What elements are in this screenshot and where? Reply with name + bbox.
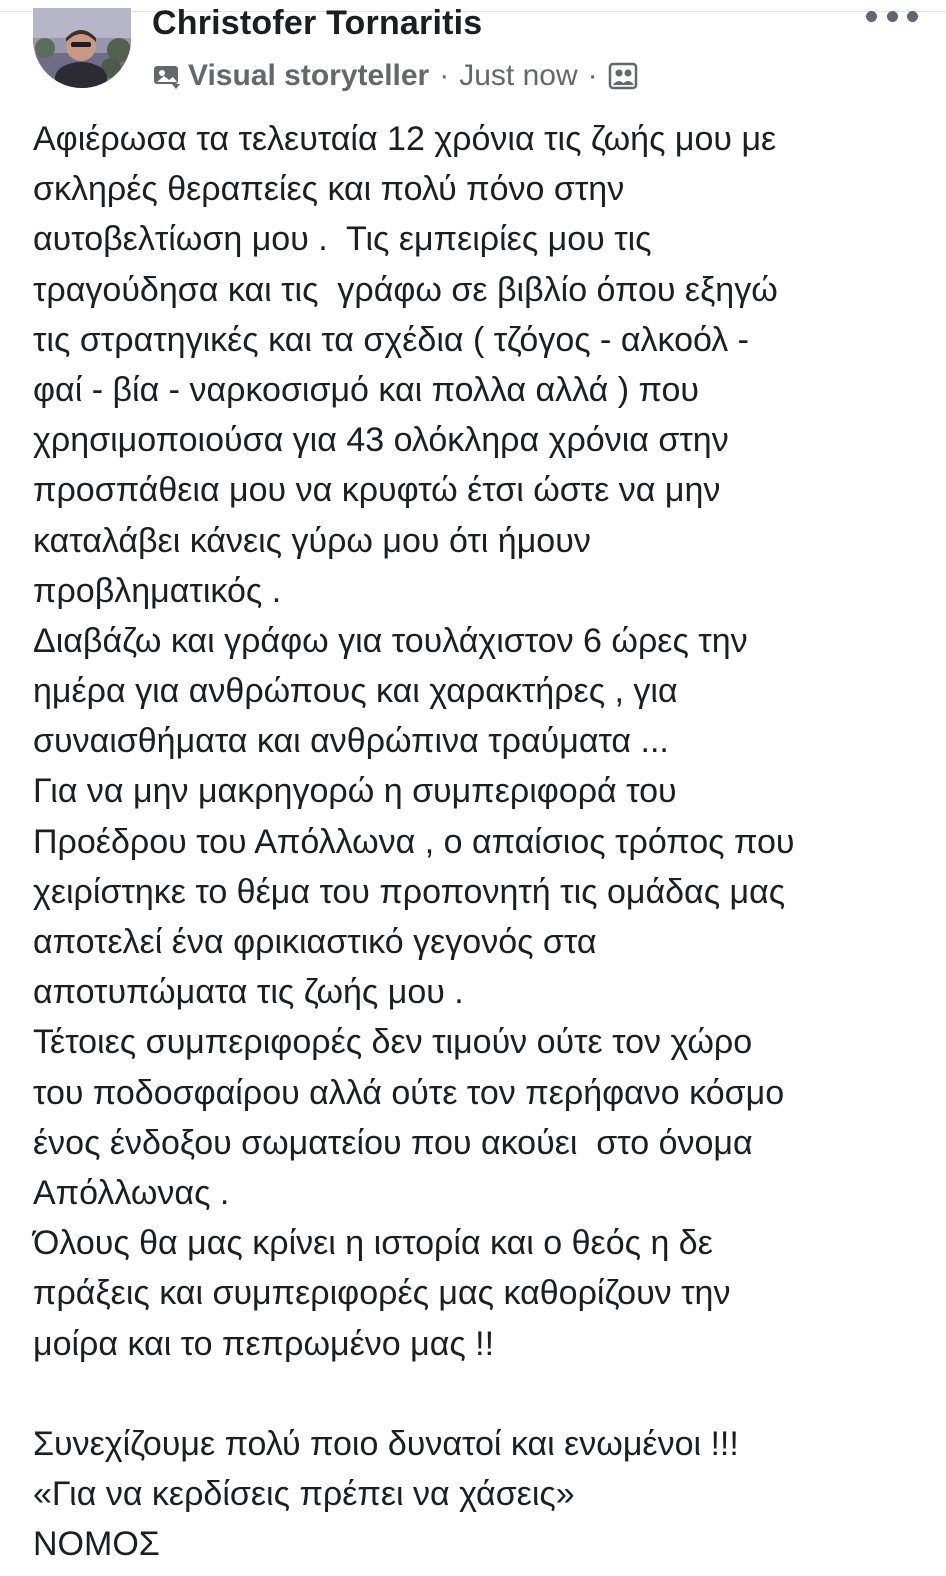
post-text-line: αποτελεί ένα φρικιαστικό γεγονός στα [33,923,597,961]
meta-separator: · [439,59,450,92]
post-text-line: συναισθήματα και ανθρώπινα τραύματα ... [33,722,669,761]
more-options-icon[interactable] [866,6,918,26]
post-text-line: Αφιέρωσα τα τελευταία 12 χρόνια τις ζωής μου με [33,120,777,158]
post-meta [152,56,638,96]
post-text-line: του ποδοσφαίρου αλλά ούτε τον περήφανο κόσμο [33,1073,785,1112]
post-text-line: αυτοβελτίωση μου . Τις εμπειρίες μου τις [33,220,652,259]
post-text-line: καταλάβει κάνεις γύρω μου ότι ήμουν [33,521,591,560]
more-dot [866,11,877,22]
post-text-line: προσπάθεια μου να κρυφτώ έτσι ώστε να μην [33,471,721,510]
more-dot [887,11,898,22]
post-text-line [33,1369,933,1419]
post-text-line: Απόλλωνας . [33,1173,230,1212]
post-text-line: ΝΟΜΟΣ [33,1525,160,1564]
author-avatar[interactable] [33,8,131,88]
post-text-line: χειρίστηκε το θέμα του προπονητή τις ομάδας μας [33,872,786,911]
post-text-line: αποτυπώματα τις ζωής μου . [33,973,464,1012]
post-text-line: τραγούδησα και τις γράφω σε βιβλίο όπου εξηγώ [33,270,778,309]
post-text-line: ένος ένδοξου σωματείου που ακούει στο όνομα [33,1123,753,1162]
more-dot [907,11,918,22]
author-name[interactable]: Christofer Tornaritis [152,4,483,42]
post-text [33,114,933,1569]
post-text-line: σκληρές θεραπείες και πολύ πόνο στην [33,170,625,209]
post-text-line: πράξεις και συμπεριφορές μας καθορίζουν την [33,1274,731,1313]
post-text-line: Όλους θα μας κρίνει η ιστορία και ο θεός η δε [33,1224,713,1263]
post-text-line: χρησιμοποιούσα για 43 ολόκληρα χρόνια στην [33,421,729,460]
post-text-line: Για να μην μακρηγορώ η συμπεριφορά του [33,772,677,811]
post-text-line: μοίρα και το πεπρωμένο μας !! [33,1324,495,1363]
friends-audience-icon[interactable] [608,61,638,91]
post-timestamp[interactable]: Just now [459,59,578,92]
post-text-line: Τέτοιες συμπεριφορές δεν τιμούν ούτε τον χώρο [33,1023,753,1062]
visual-storyteller-badge-icon [152,62,184,90]
profile-photo-icon [33,8,131,88]
post-text-line: ημέρα για ανθρώπους και χαρακτήρες , για [33,672,678,711]
author-badge[interactable]: Visual storyteller [188,59,430,92]
post-text-line: προβληματικός . [33,571,282,610]
post-text-line: Προέδρου του Απόλλωνα , ο απαίσιος τρόπος που [33,822,795,861]
meta-separator: · [587,59,598,92]
post-text-line: Διαβάζω και γράφω για τουλάχιστον 6 ώρες την [33,621,748,660]
post-text-line: τις στρατηγικές και τα σχέδια ( τζόγος - αλκοόλ - [33,320,750,359]
post-text-line: φαί - βία - ναρκοσισμό και πολλα αλλά ) που [33,370,699,409]
post-text-line: Συνεχίζουμε πολύ ποιο δυνατοί και ενωμένοι !!! [33,1424,739,1463]
post-header [0,0,946,110]
post-text-line: «Για να κερδίσεις πρέπει να χάσεις» [33,1475,575,1514]
